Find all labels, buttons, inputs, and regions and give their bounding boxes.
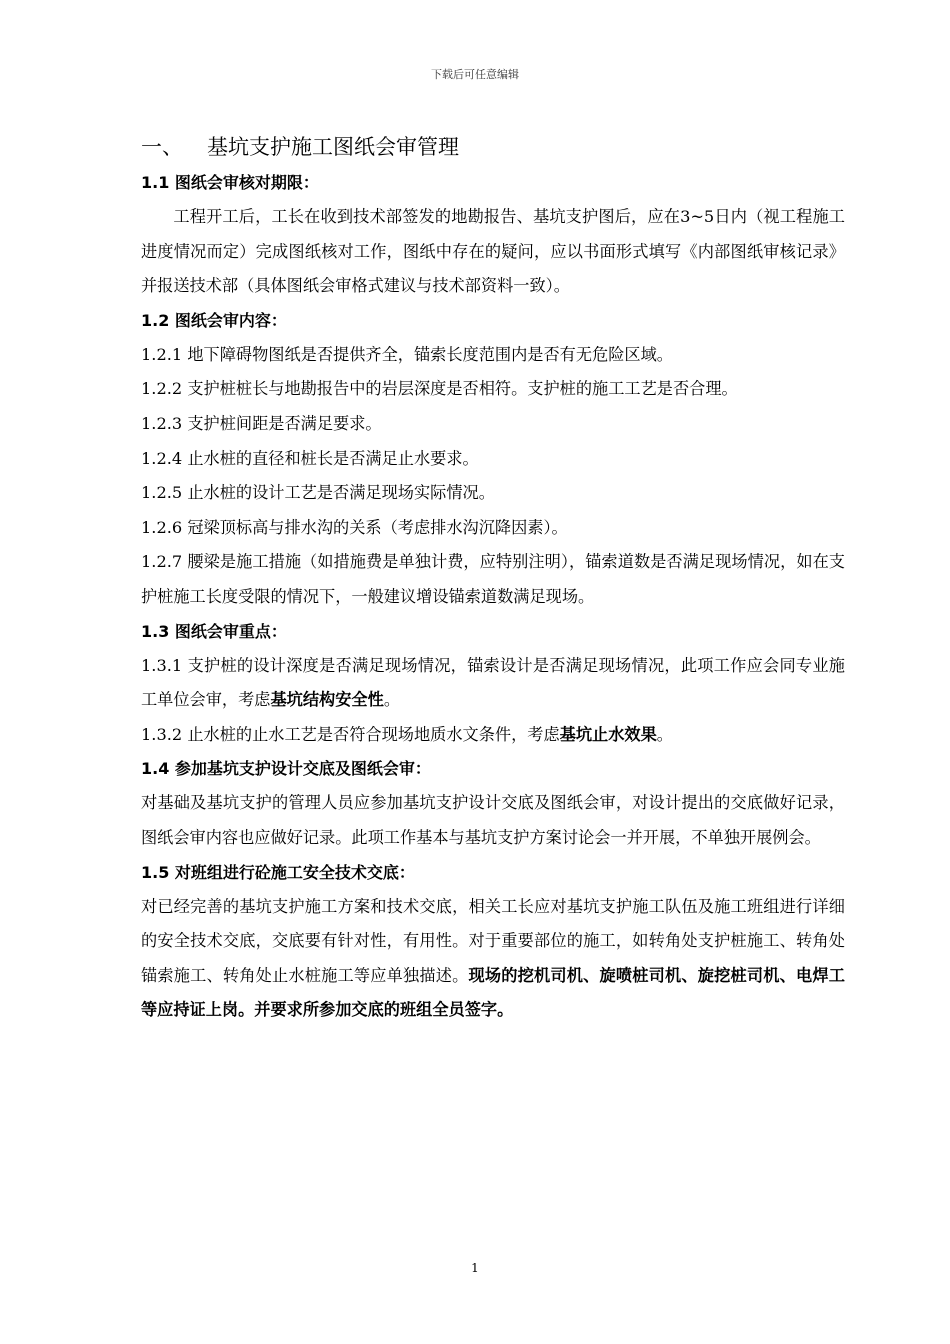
item-1-2-5: 1.2.5 止水桩的设计工艺是否满足现场实际情况。 — [141, 483, 495, 503]
page-number: 1 — [471, 1261, 479, 1275]
item-1-3-1-text: 1.3.1 支护桩的设计深度是否满足现场情况，锚索设计是否满足现场情况，此项工作应会同专业施工单位会审，考虑 — [141, 655, 845, 710]
item-1-3-2-emphasis: 基坑止水效果 — [559, 724, 657, 744]
item-1-2-1: 1.2.1 地下障碍物图纸是否提供齐全，锚索长度范围内是否有无危险区域。 — [141, 344, 673, 364]
section-1-number: 一、 — [141, 135, 183, 159]
item-1-3-2-text: 1.3.2 止水桩的止水工艺是否符合现场地质水文条件，考虑 — [141, 724, 560, 744]
heading-1-3: 1.3 图纸会审重点： — [141, 621, 287, 641]
item-1-3-2 — [141, 718, 845, 753]
item-1-2-3: 1.2.3 支护桩间距是否满足要求。 — [141, 413, 382, 433]
heading-1-2: 1.2 图纸会审内容： — [141, 310, 287, 330]
section-1-title-text: 基坑支护施工图纸会审管理 — [207, 135, 459, 159]
paragraph-1-5 — [141, 890, 845, 1028]
paragraph-1-5-text: 对已经完善的基坑支护施工方案和技术交底，相关工长应对基坑支护施工队伍及施工班组进行详细的安全技术交底，交底要有针对性，有用性。对于重要部位的施工，如转角处支护桩施工、转角处锚索施工、转角处止水桩施工等应单独描述。 — [141, 896, 845, 985]
item-1-2-7: 1.2.7 腰梁是施工措施（如措施费是单独计费，应特别注明），锚索道数是否满足现场情况，如在支护桩施工长度受限的情况下，一般建议增设锚索道数满足现场。 — [141, 552, 845, 606]
heading-1-1: 1.1 图纸会审核对期限： — [141, 173, 319, 192]
item-1-3-1 — [141, 649, 845, 718]
item-1-2-2: 1.2.2 支护桩桩长与地勘报告中的岩层深度是否相符。支护桩的施工工艺是否合理。 — [141, 379, 738, 399]
document-body — [141, 128, 845, 1028]
heading-1-5: 1.5 对班组进行砼施工安全技术交底： — [141, 862, 415, 882]
item-1-2-6: 1.2.6 冠梁顶标高与排水沟的关系（考虑排水沟沉降因素）。 — [141, 517, 568, 537]
paragraph-1-5-emphasis: 现场的挖机司机、旋喷桩司机、旋挖桩司机、电焊工等应持证上岗。并要求所参加交底的班组全员签字。 — [141, 965, 845, 1020]
page-header: 下载后可任意编辑 — [431, 68, 519, 81]
section-1-title — [141, 128, 845, 166]
item-1-2-4: 1.2.4 止水桩的直径和桩长是否满足止水要求。 — [141, 448, 479, 468]
heading-1-4: 1.4 参加基坑支护设计交底及图纸会审： — [141, 759, 431, 779]
paragraph-1-1: 工程开工后，工长在收到技术部签发的地勘报告、基坑支护图后，应在3~5日内（视工程施工进度情况而定）完成图纸核对工作，图纸中存在的疑问，应以书面形式填写《内部图纸审核记录》并报送技术部（具体图纸会审格式建议与技术部资料一致）。 — [141, 207, 845, 296]
item-1-3-1-emphasis: 基坑结构安全性 — [270, 690, 384, 710]
paragraph-1-4: 对基础及基坑支护的管理人员应参加基坑支护设计交底及图纸会审，对设计提出的交底做好记录，图纸会审内容也应做好记录。此项工作基本与基坑支护方案讨论会一并开展，不单独开展例会。 — [141, 793, 845, 847]
item-1-3-2-end: 。 — [656, 724, 673, 744]
item-1-3-1-end: 。 — [383, 690, 400, 710]
